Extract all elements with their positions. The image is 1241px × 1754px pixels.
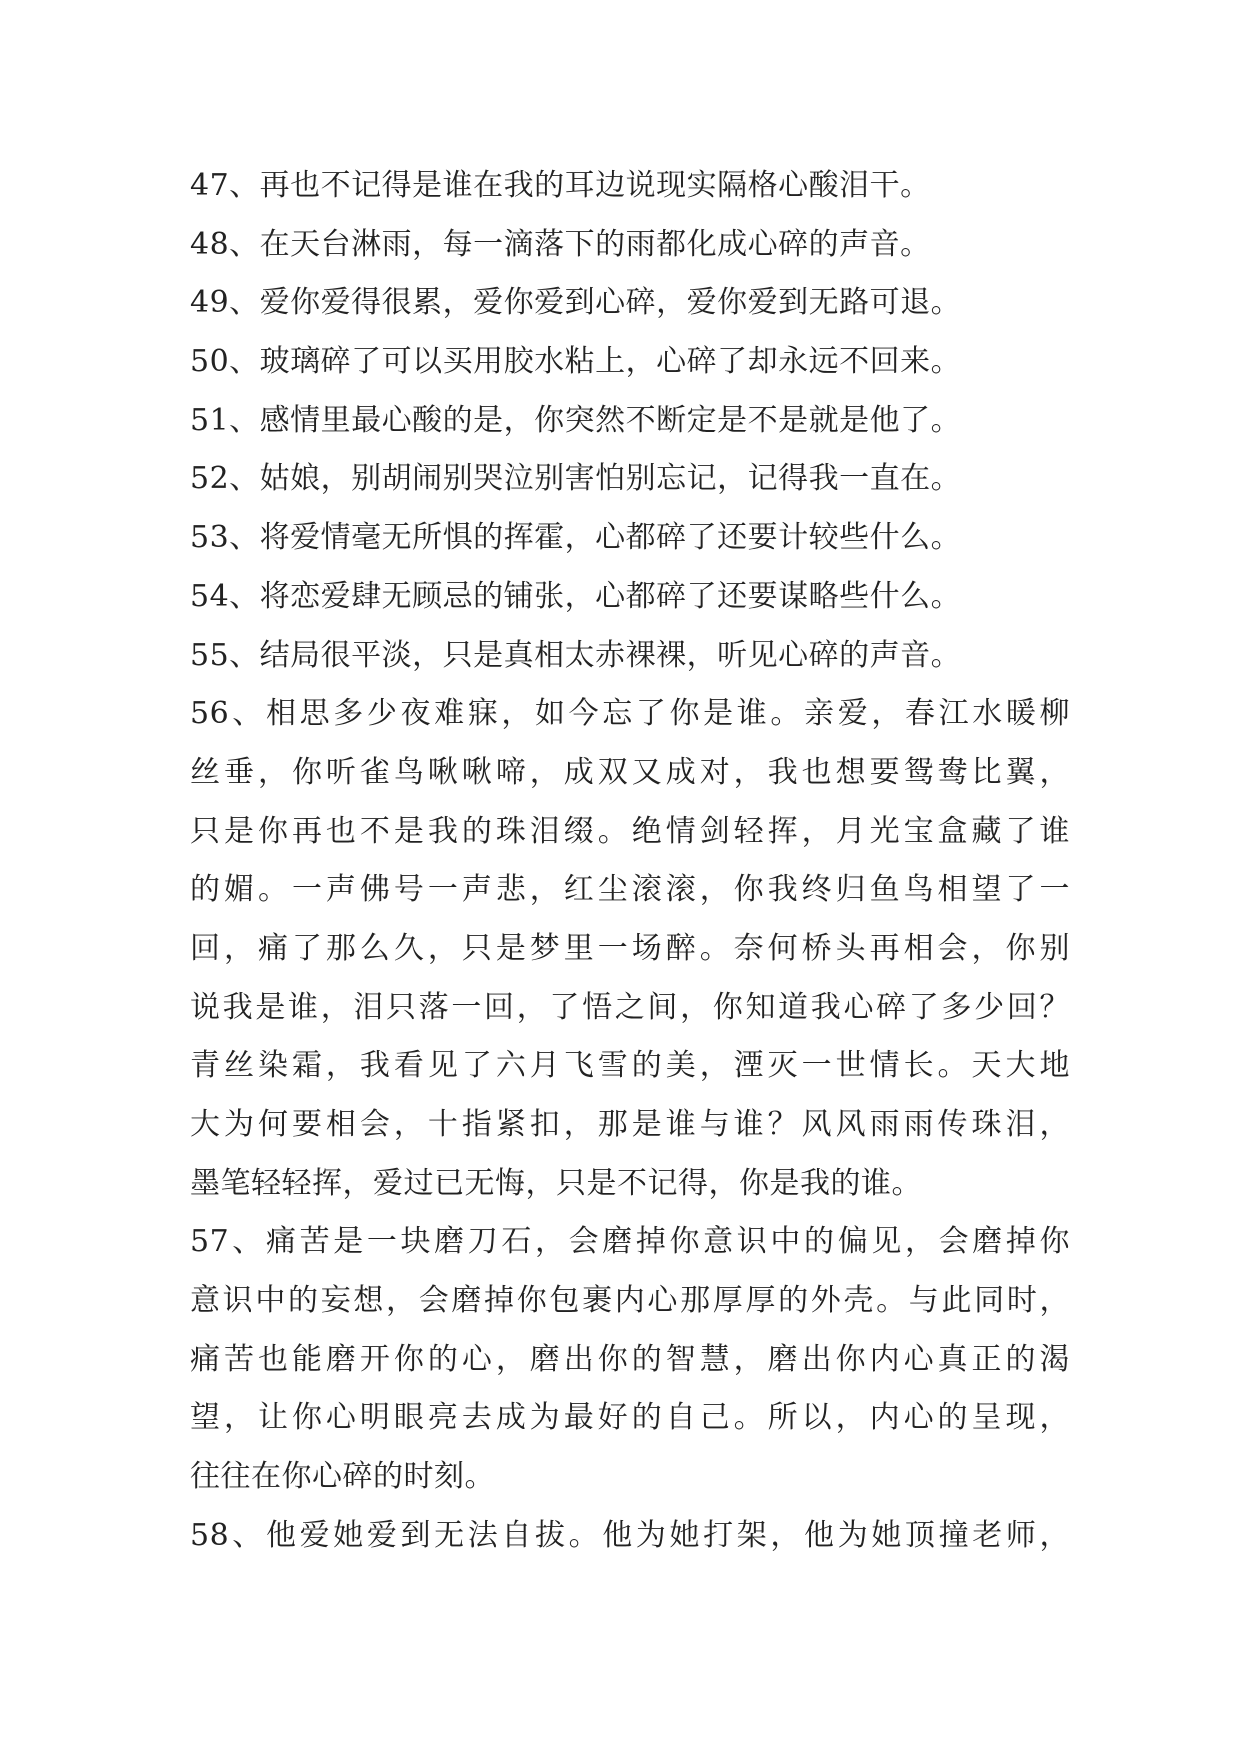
- text-line: 54、将恋爱肆无顾忌的铺张，心都碎了还要谋略些什么。: [190, 578, 962, 614]
- text-line: 47、再也不记得是谁在我的耳边说现实隔格心酸泪干。: [190, 168, 931, 203]
- text-line: 56、相思多少夜难寐，如今忘了你是谁。亲爱，春江水暖柳: [190, 696, 1070, 732]
- text-line: 意识中的妄想，会磨掉你包裹内心那厚厚的外壳。与此同时，: [190, 1283, 1070, 1319]
- paragraph: [190, 274, 1070, 333]
- text-line: 望，让你心明眼亮去成为最好的自己。所以，内心的呈现，: [190, 1400, 1070, 1436]
- text-line: 说我是谁，泪只落一回，了悟之间，你知道我心碎了多少回？: [190, 989, 1070, 1025]
- text-line: 53、将爱情毫无所惧的挥霍，心都碎了还要计较些什么。: [190, 520, 962, 556]
- text-line: 49、爱你爱得很累，爱你爱到心碎，爱你爱到无路可退。: [190, 285, 962, 321]
- text-line: 青丝染霜，我看见了六月飞雪的美，湮灭一世情长。天大地: [190, 1048, 1070, 1084]
- paragraph: [190, 333, 1070, 392]
- text-line: 48、在天台淋雨，每一滴落下的雨都化成心碎的声音。: [190, 226, 931, 262]
- paragraph: [190, 157, 1070, 216]
- text-line: 只是你再也不是我的珠泪缀。绝情剑轻挥，月光宝盒藏了谁: [190, 813, 1070, 849]
- text-line: 51、感情里最心酸的是，你突然不断定是不是就是他了。: [190, 402, 962, 438]
- text-line: 往往在你心碎的时刻。: [190, 1459, 495, 1495]
- paragraph: [190, 392, 1070, 451]
- document-body: [190, 157, 1070, 1566]
- text-line: 回，痛了那么久，只是梦里一场醉。奈何桥头再相会，你别: [190, 930, 1070, 966]
- text-line: 的媚。一声佛号一声悲，红尘滚滚，你我终归鱼鸟相望了一: [190, 872, 1070, 908]
- text-line: 58、他爱她爱到无法自拔。他为她打架，他为她顶撞老师，: [190, 1517, 1070, 1553]
- paragraph: [190, 568, 1070, 627]
- paragraph: [190, 685, 1070, 1213]
- text-line: 55、结局很平淡，只是真相太赤裸裸，听见心碎的声音。: [190, 637, 962, 673]
- paragraph: [190, 216, 1070, 275]
- paragraph: [190, 1213, 1070, 1506]
- paragraph: [190, 627, 1070, 686]
- text-line: 52、姑娘，别胡闹别哭泣别害怕别忘记，记得我一直在。: [190, 461, 962, 497]
- paragraph: [190, 1507, 1070, 1566]
- text-line: 墨笔轻轻挥，爱过已无悔，只是不记得，你是我的谁。: [190, 1165, 922, 1201]
- text-line: 大为何要相会，十指紧扣，那是谁与谁？风风雨雨传珠泪，: [190, 1107, 1070, 1142]
- paragraph: [190, 450, 1070, 509]
- text-line: 50、玻璃碎了可以买用胶水粘上，心碎了却永远不回来。: [190, 344, 962, 380]
- paragraph: [190, 509, 1070, 568]
- text-line: 丝垂，你听雀鸟啾啾啼，成双又成对，我也想要鸳鸯比翼，: [190, 754, 1070, 790]
- text-line: 57、痛苦是一块磨刀石，会磨掉你意识中的偏见，会磨掉你: [190, 1224, 1070, 1260]
- text-line: 痛苦也能磨开你的心，磨出你的智慧，磨出你内心真正的渴: [190, 1341, 1070, 1377]
